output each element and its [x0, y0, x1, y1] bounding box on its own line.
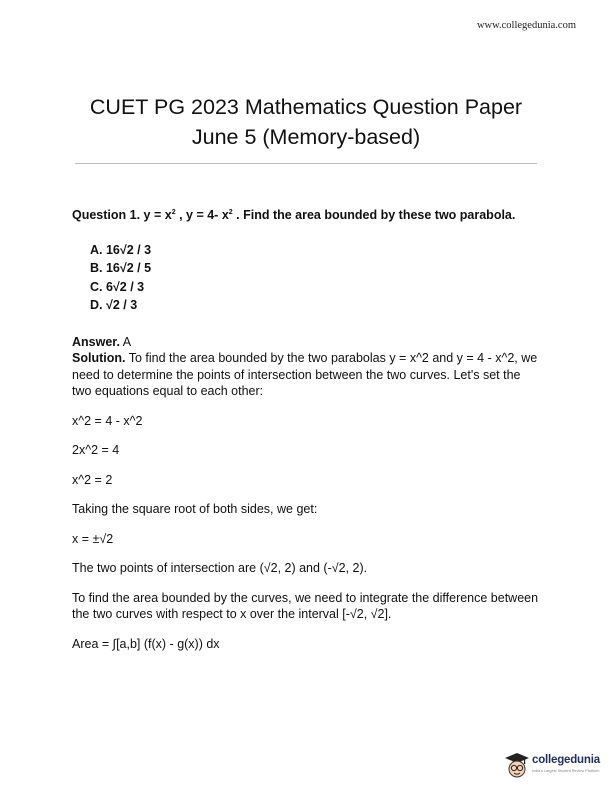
option-d: D. √2 / 3 [90, 298, 138, 313]
step-equation-2: 2x^2 = 4 [72, 443, 120, 458]
solution-label: Solution. [72, 351, 126, 366]
step-equation-3: x^2 = 2 [72, 472, 113, 487]
answer-options [90, 241, 542, 315]
solution-text: To find the area bounded by the two parabolas y = x^2 and y = 4 - x^2, we need to determine the points of intersection between the two curves. Let's set the two equations equal to each other: [72, 351, 538, 399]
solution-paragraph [72, 350, 542, 400]
page-title [0, 92, 612, 152]
option-b: B. 16√2 / 5 [90, 261, 152, 276]
title-line-2: June 5 (Memory-based) [191, 125, 421, 149]
logo-tagline: India's Largest Student Review Platform [532, 769, 600, 773]
answer-line [72, 334, 542, 351]
collegedunia-logo [504, 752, 604, 780]
step-area-formula: Area = ∫[a,b] (f(x) - g(x)) dx [72, 636, 220, 651]
logo-wordmark: collegedunia [532, 754, 600, 766]
document-body [72, 205, 542, 665]
step-text-sqrt: Taking the square root of both sides, we get: [72, 502, 318, 517]
graduate-mascot-icon [504, 752, 530, 780]
title-divider [75, 163, 537, 164]
option-c: C. 6√2 / 3 [90, 279, 145, 294]
question-text: Question 1. $y = x^2$ , y = 4- $x^2$ . Find the area bounded by these two parabola. [72, 208, 516, 223]
step-equation-4: x = ±√2 [72, 531, 114, 546]
option-a: A. 16√2 / 3 [90, 242, 152, 257]
answer-value: A [119, 334, 132, 349]
answer-label: Answer. [72, 334, 120, 349]
step-integrate: To find the area bounded by the curves, we need to integrate the difference between the two curves with respect to x over the interval [-√2, √2]. [72, 590, 539, 622]
site-url: www.collegedunia.com [476, 20, 576, 31]
step-intersection: The two points of intersection are (√2, 2) and (-√2, 2). [72, 561, 368, 576]
step-equation-1: x^2 = 4 - x^2 [72, 413, 143, 428]
title-line-1: CUET PG 2023 Mathematics Question Paper [89, 95, 523, 119]
